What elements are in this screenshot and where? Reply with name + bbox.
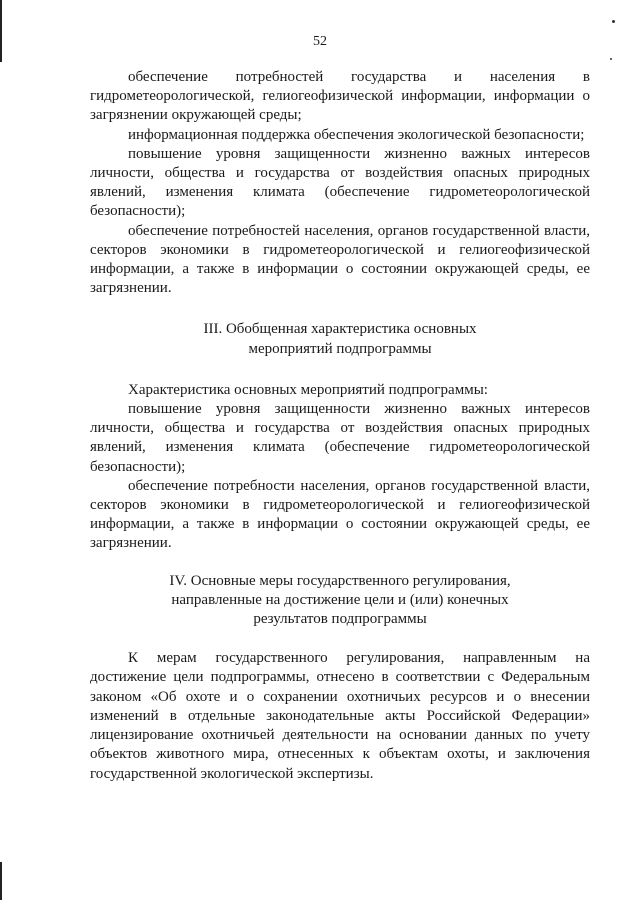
heading-line: III. Обобщенная характеристика основных xyxy=(203,321,477,338)
heading-line: направленные на достижение цели и (или) конечных xyxy=(171,591,509,608)
paragraph: обеспечение потребностей государства и населения в гидрометеорологической, гелиогеофизической информации, информации о загрязнении окружающей среды; xyxy=(90,69,590,124)
paragraph: обеспечение потребности населения, органов государственной власти, секторов экономики в гидрометеорологической и гелиогеофизической информации, а также в информации о состоянии окружающей среды, ее загрязнении. xyxy=(90,477,590,552)
scan-edge-mark-top xyxy=(0,0,2,62)
heading-line: мероприятий подпрограммы xyxy=(248,340,432,357)
section-3-heading xyxy=(90,320,590,358)
page-number: 52 xyxy=(313,34,327,49)
scan-dot xyxy=(610,58,612,60)
scan-dot xyxy=(612,20,615,23)
paragraph: информационная поддержка обеспечения экологической безопасности; xyxy=(128,126,585,143)
document-body xyxy=(90,68,590,784)
paragraph: обеспечение потребностей населения, органов государственной власти, секторов экономики в гидрометеорологической и гелиогеофизической информации, а также в информации о состоянии окружающей среды, ее загрязнении. xyxy=(90,222,590,297)
heading-line: IV. Основные меры государственного регулирования, xyxy=(169,572,511,589)
heading-line: результатов подпрограммы xyxy=(253,611,427,628)
paragraph: повышение уровня защищенности жизненно важных интересов личности, общества и государства от воздействия опасных природных явлений, изменения климата (обеспечение гидрометеорологической безопасности); xyxy=(90,401,590,475)
paragraph: повышение уровня защищенности жизненно важных интересов личности, общества и государства от воздействия опасных природных явлений, изменения климата (обеспечение гидрометеорологической безопасности); xyxy=(90,145,590,220)
section-4-heading xyxy=(90,572,590,630)
paragraph: Характеристика основных мероприятий подпрограммы: xyxy=(128,381,488,398)
paragraph: К мерам государственного регулирования, направленным на достижение цели подпрограммы, отнесено в соответствии с Федеральным законом «Об охоте и о сохранении охотничьих ресурсов и о внесении изменений в отдельные законодательные акты Российской Федерации» лицензирование охотничьей деятельности на основании данных по учету объектов животного мира, отнесенных к объектам охоты, и заключения государственной экологической экспертизы. xyxy=(90,650,590,782)
scan-edge-mark-bottom xyxy=(0,862,2,900)
